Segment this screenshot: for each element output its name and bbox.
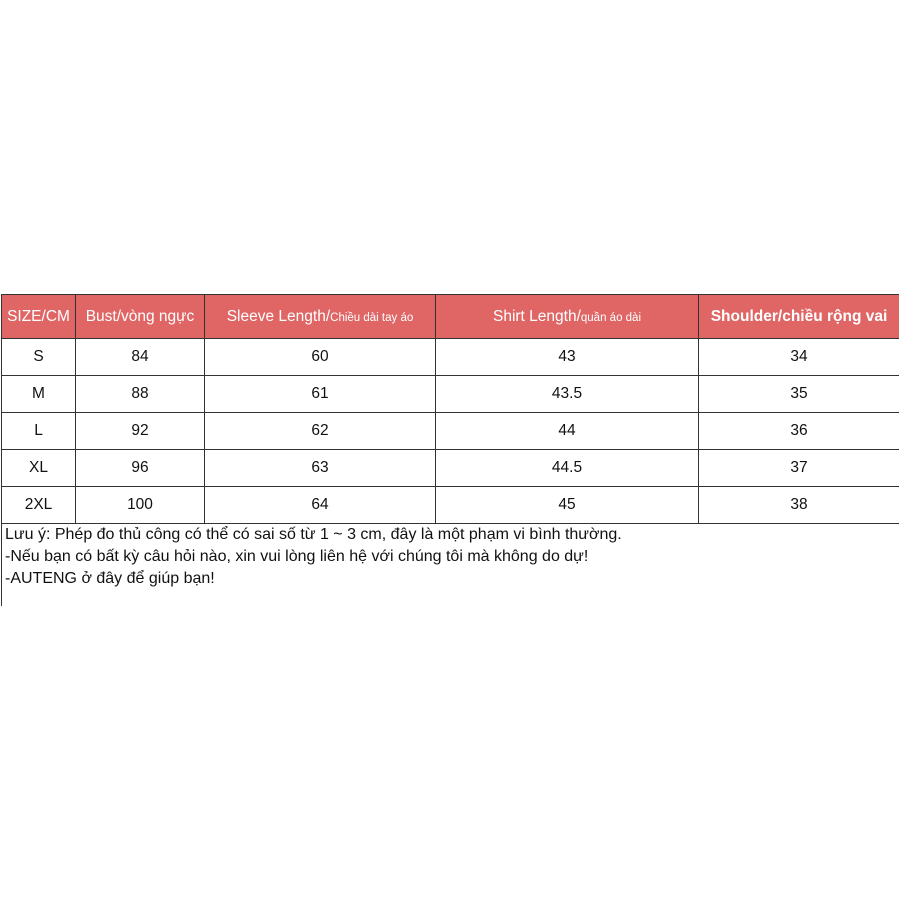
size-chart bbox=[1, 294, 899, 524]
cell-shirt-length: 45 bbox=[436, 487, 699, 524]
cell-size: L bbox=[2, 413, 76, 450]
cell-sleeve-length: 62 bbox=[205, 413, 436, 450]
cell-sleeve-length: 63 bbox=[205, 450, 436, 487]
cell-shirt-length: 44 bbox=[436, 413, 699, 450]
cell-shoulder: 35 bbox=[699, 376, 899, 413]
cell-size: XL bbox=[2, 450, 76, 487]
cell-size: S bbox=[2, 339, 76, 376]
header-size: SIZE/CM bbox=[2, 295, 76, 339]
cell-shoulder: 37 bbox=[699, 450, 899, 487]
table-row bbox=[2, 376, 899, 413]
table-row bbox=[2, 487, 899, 524]
cell-size: M bbox=[2, 376, 76, 413]
cell-bust: 88 bbox=[76, 376, 205, 413]
cell-bust: 100 bbox=[76, 487, 205, 524]
cell-shirt-length: 44.5 bbox=[436, 450, 699, 487]
cell-sleeve-length: 60 bbox=[205, 339, 436, 376]
measurement-notes bbox=[1, 524, 898, 606]
cell-bust: 84 bbox=[76, 339, 205, 376]
header-shirt-length: Shirt Length/quần áo dài bbox=[436, 295, 699, 339]
cell-shoulder: 36 bbox=[699, 413, 899, 450]
cell-shoulder: 34 bbox=[699, 339, 899, 376]
note-measurement-tolerance: Lưu ý: Phép đo thủ công có thể có sai số từ 1 ~ 3 cm, đây là một phạm vi bình thường. bbox=[5, 526, 622, 543]
header-bust: Bust/vòng ngực bbox=[76, 295, 205, 339]
cell-bust: 96 bbox=[76, 450, 205, 487]
cell-bust: 92 bbox=[76, 413, 205, 450]
cell-shirt-length: 43 bbox=[436, 339, 699, 376]
cell-shoulder: 38 bbox=[699, 487, 899, 524]
table-row bbox=[2, 413, 899, 450]
table-row bbox=[2, 450, 899, 487]
size-table bbox=[1, 294, 899, 524]
cell-shirt-length: 43.5 bbox=[436, 376, 699, 413]
header-row bbox=[2, 295, 899, 339]
note-contact-us: -Nếu bạn có bất kỳ câu hỏi nào, xin vui lòng liên hệ với chúng tôi mà không do dự! bbox=[5, 548, 589, 565]
header-sleeve-length: Sleeve Length/Chiều dài tay áo bbox=[205, 295, 436, 339]
cell-size: 2XL bbox=[2, 487, 76, 524]
note-brand-help: -AUTENG ở đây để giúp bạn! bbox=[5, 570, 215, 587]
cell-sleeve-length: 61 bbox=[205, 376, 436, 413]
table-row bbox=[2, 339, 899, 376]
cell-sleeve-length: 64 bbox=[205, 487, 436, 524]
header-shoulder: Shoulder/chiều rộng vai bbox=[699, 295, 899, 339]
